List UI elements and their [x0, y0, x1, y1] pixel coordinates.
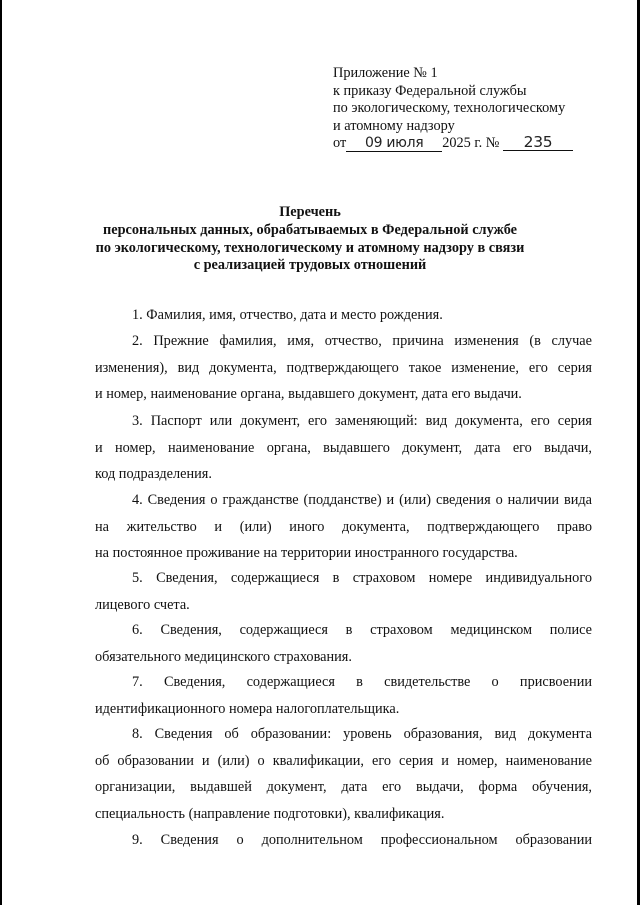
- handwritten-number: 235: [503, 135, 573, 151]
- list-item-line: 3. Паспорт или документ, его заменяющий: вид документа, его серия: [132, 413, 592, 429]
- title-line-3: по экологическому, технологическому и атомному надзору в связи: [95, 239, 525, 256]
- list-item-line: 7. Сведения, содержащиеся в свидетельстве о присвоении: [132, 674, 592, 690]
- appendix-line-1: Приложение № 1: [333, 65, 438, 81]
- list-item-line: и номер, наименование органа, выдавшего документ, дата его выдачи,: [95, 439, 592, 456]
- list-item-line: организации, выдавшей документ, дата его выдачи, форма обучения,: [95, 779, 592, 795]
- list-item-line: специальность (направление подготовки), квалификация.: [95, 805, 445, 822]
- list-item-line: на постоянное проживание на территории иностранного государства.: [95, 545, 518, 561]
- list-item-line: 2. Прежние фамилия, имя, отчество, причина изменения (в случае: [132, 333, 592, 349]
- list-item-1: [95, 302, 592, 329]
- list-item-line: обязательного медицинского страхования.: [95, 648, 352, 665]
- date-prefix: от: [333, 135, 347, 151]
- list-item-9: [95, 827, 592, 854]
- list-item-line: идентификационного номера налогоплательщика.: [95, 700, 400, 717]
- scan-border-left: [0, 0, 2, 905]
- list-item-3: [95, 408, 592, 488]
- list-item-line: об образовании и (или) о квалификации, его серия и номер, наименование: [95, 752, 592, 769]
- appendix-date-line: [333, 135, 613, 153]
- list-item-4: [95, 487, 592, 567]
- appendix-line-4: и атомному надзору: [333, 117, 455, 134]
- list-item-8: [95, 721, 592, 827]
- list-item-line: 9. Сведения о дополнительном профессиональном образовании: [132, 832, 592, 848]
- year-text: 2025 г. №: [442, 135, 500, 151]
- list-item-line: 8. Сведения об образовании: уровень образования, вид документа: [132, 726, 592, 742]
- appendix-line-3: по экологическому, технологическому: [333, 100, 566, 116]
- appendix-line-2: к приказу Федеральной службы: [333, 82, 527, 99]
- list-item-line: код подразделения.: [95, 466, 212, 482]
- document-title: [60, 204, 560, 275]
- title-line-4: с реализацией трудовых отношений: [193, 257, 427, 274]
- list-item-line: 1. Фамилия, имя, отчество, дата и место рождения.: [132, 307, 443, 323]
- list-item-line: на жительство и (или) иного документа, подтверждающего право: [95, 518, 592, 535]
- title-line-2: персональных данных, обрабатываемых в Федеральной службе: [102, 221, 518, 238]
- list-item-line: изменения), вид документа, подтверждающего такое изменение, его серия: [95, 359, 592, 376]
- appendix-header: [333, 65, 613, 153]
- list-item-7: [95, 669, 592, 722]
- list-item-5: [95, 565, 592, 618]
- list-item-2: [95, 328, 592, 408]
- handwritten-date: 09 июля: [346, 136, 442, 152]
- list-item-6: [95, 617, 592, 670]
- list-item-line: лицевого счета.: [95, 596, 190, 613]
- list-item-line: 5. Сведения, содержащиеся в страховом номере индивидуального: [132, 570, 592, 586]
- list-item-line: 6. Сведения, содержащиеся в страховом медицинском полисе: [132, 622, 592, 638]
- list-item-line: и номер, наименование органа, выдавшего документ, дата его выдачи.: [95, 386, 522, 402]
- title-line-1: Перечень: [279, 204, 341, 220]
- list-item-line: 4. Сведения о гражданстве (подданстве) и (или) сведения о наличии вида: [132, 492, 592, 508]
